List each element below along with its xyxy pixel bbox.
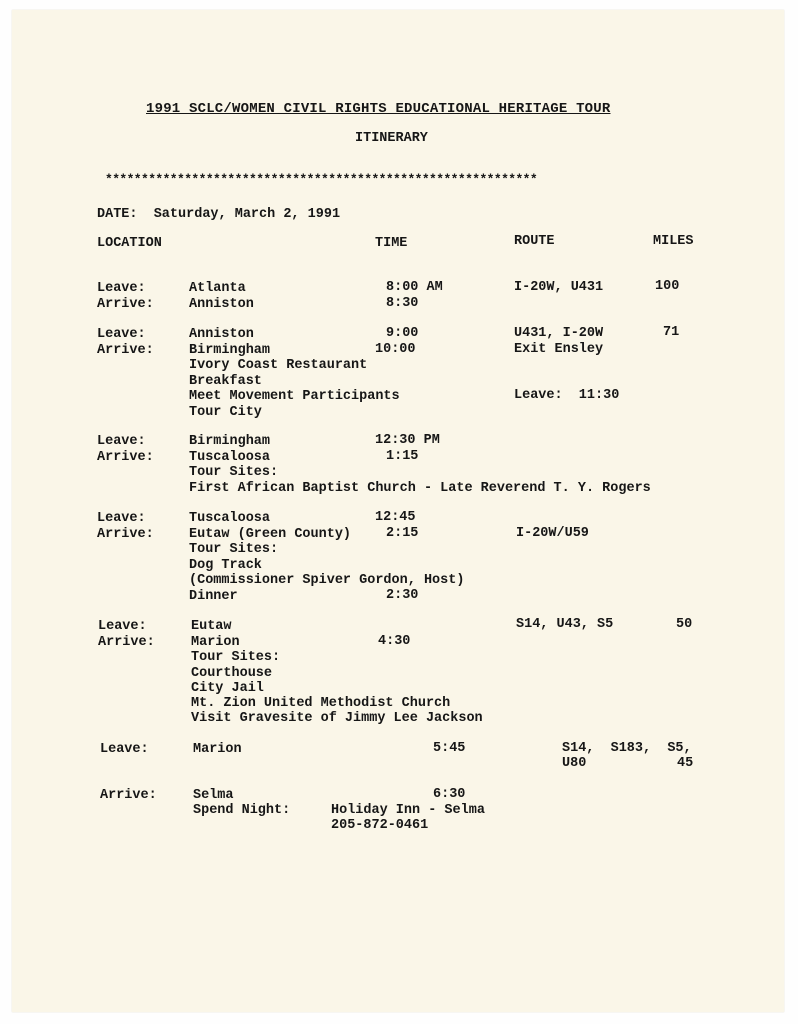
leg6-leave-place: Marion bbox=[193, 742, 242, 757]
document-title: 1991 SCLC/WOMEN CIVIL RIGHTS EDUCATIONAL HERITAGE TOUR bbox=[146, 101, 611, 117]
leg4-dinner-label: Dinner bbox=[189, 589, 238, 604]
leg2-detail-breakfast: Breakfast bbox=[189, 374, 262, 389]
leg2-arrive-label: Arrive: bbox=[97, 343, 154, 358]
leg1-arrive-place: Anniston bbox=[189, 297, 254, 312]
document-subtitle: ITINERARY bbox=[355, 131, 428, 146]
leg2-detail-restaurant: Ivory Coast Restaurant bbox=[189, 358, 368, 373]
leg2-route-exit: Exit Ensley bbox=[514, 342, 604, 357]
leg4-arrive-place: Eutaw (Green County) bbox=[189, 527, 352, 542]
leg4-leave-time: 12:45 bbox=[375, 510, 416, 525]
leg2-arrive-place: Birmingham bbox=[189, 343, 271, 358]
leg5-site-mt-zion: Mt. Zion United Methodist Church bbox=[191, 696, 451, 711]
leg5-leave-label: Leave: bbox=[98, 619, 147, 634]
leg4-site-commissioner: (Commissioner Spiver Gordon, Host) bbox=[189, 573, 465, 588]
hotel-phone: 205-872-0461 bbox=[331, 818, 429, 833]
leg3-site-church: First African Baptist Church - Late Reverend T. Y. Rogers bbox=[189, 481, 651, 496]
column-header-route: ROUTE bbox=[514, 234, 555, 249]
leg6-route-line1: S14, S183, S5, bbox=[562, 741, 692, 756]
leg4-leave-place: Tuscaloosa bbox=[189, 511, 271, 526]
leg3-arrive-time: 1:15 bbox=[386, 449, 419, 464]
leg3-arrive-label: Arrive: bbox=[97, 450, 154, 465]
leg6-route-line2: U80 bbox=[562, 756, 587, 771]
leg1-route: I-20W, U431 bbox=[514, 280, 604, 295]
leg3-leave-time: 12:30 PM bbox=[375, 433, 440, 448]
leg5-route: S14, U43, S5 bbox=[516, 617, 614, 632]
leg5-site-gravesite: Visit Gravesite of Jimmy Lee Jackson bbox=[191, 711, 483, 726]
leg3-sites-label: Tour Sites: bbox=[189, 465, 279, 480]
leg2-detail-tour-city: Tour City bbox=[189, 405, 262, 420]
leg4-sites-label: Tour Sites: bbox=[189, 542, 279, 557]
arrival-place: Selma bbox=[193, 788, 234, 803]
leg4-arrive-label: Arrive: bbox=[97, 527, 154, 542]
leg4-leave-label: Leave: bbox=[97, 511, 146, 526]
star-divider: ************************************************************ bbox=[105, 172, 538, 187]
leg3-leave-place: Birmingham bbox=[189, 434, 271, 449]
date-line: DATE: Saturday, March 2, 1991 bbox=[97, 207, 341, 222]
column-header-time: TIME bbox=[375, 236, 408, 251]
leg3-arrive-place: Tuscaloosa bbox=[189, 450, 271, 465]
leg5-site-courthouse: Courthouse bbox=[191, 666, 273, 681]
leg6-leave-time: 5:45 bbox=[433, 741, 466, 756]
leg1-miles: 100 bbox=[655, 279, 680, 294]
leg5-sites-label: Tour Sites: bbox=[191, 650, 281, 665]
hotel-name: Holiday Inn - Selma bbox=[331, 803, 485, 818]
document-page bbox=[12, 10, 784, 1012]
leg2-leave-note: Leave: 11:30 bbox=[514, 388, 620, 403]
leg6-leave-label: Leave: bbox=[100, 742, 149, 757]
leg3-leave-label: Leave: bbox=[97, 434, 146, 449]
leg2-leave-place: Anniston bbox=[189, 327, 254, 342]
leg2-route: U431, I-20W bbox=[514, 326, 604, 341]
leg5-miles: 50 bbox=[676, 617, 693, 632]
leg5-arrive-label: Arrive: bbox=[98, 635, 155, 650]
leg2-leave-time: 9:00 bbox=[386, 326, 419, 341]
leg1-arrive-label: Arrive: bbox=[97, 297, 154, 312]
leg5-site-city-jail: City Jail bbox=[191, 681, 264, 696]
column-header-miles: MILES bbox=[653, 234, 694, 249]
arrival-label: Arrive: bbox=[100, 788, 157, 803]
arrival-time: 6:30 bbox=[433, 787, 466, 802]
leg2-miles: 71 bbox=[663, 325, 680, 340]
column-header-location: LOCATION bbox=[97, 236, 162, 251]
leg5-arrive-time: 4:30 bbox=[378, 634, 411, 649]
leg2-arrive-time: 10:00 bbox=[375, 342, 416, 357]
leg4-route: I-20W/U59 bbox=[516, 526, 589, 541]
leg4-arrive-time: 2:15 bbox=[386, 526, 419, 541]
leg5-leave-place: Eutaw bbox=[191, 619, 232, 634]
leg2-detail-meet: Meet Movement Participants bbox=[189, 389, 400, 404]
leg1-leave-place: Atlanta bbox=[189, 281, 246, 296]
leg6-miles: 45 bbox=[677, 756, 694, 771]
leg1-arrive-time: 8:30 bbox=[386, 296, 419, 311]
leg5-arrive-place: Marion bbox=[191, 635, 240, 650]
leg1-leave-label: Leave: bbox=[97, 281, 146, 296]
leg4-dinner-time: 2:30 bbox=[386, 588, 419, 603]
leg1-leave-time: 8:00 AM bbox=[386, 280, 443, 295]
spend-night-label: Spend Night: bbox=[193, 803, 291, 818]
leg4-site-dog-track: Dog Track bbox=[189, 558, 262, 573]
leg2-leave-label: Leave: bbox=[97, 327, 146, 342]
